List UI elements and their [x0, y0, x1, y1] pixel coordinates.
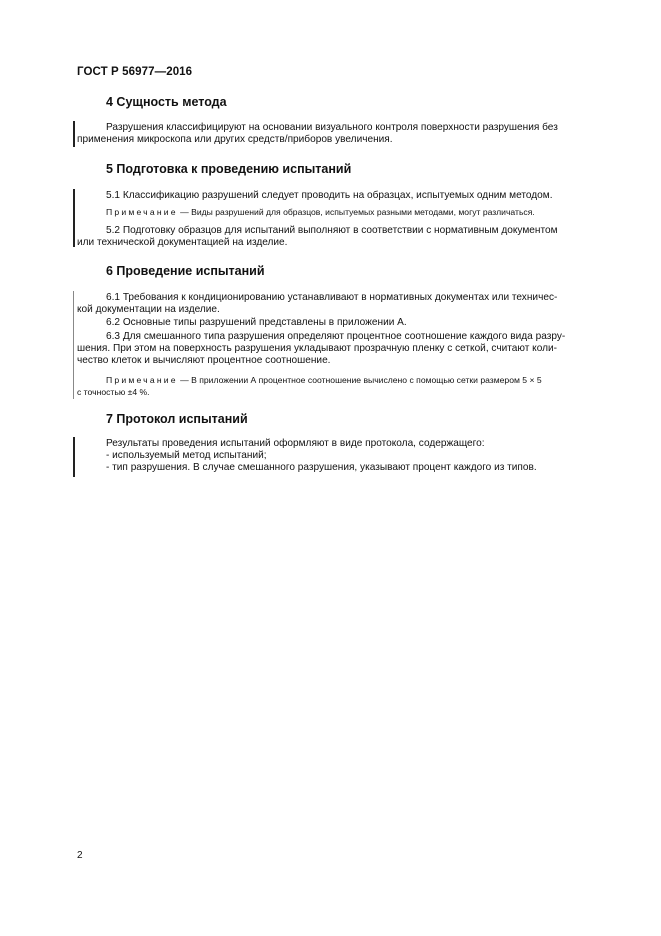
paragraph-5-2: [77, 225, 615, 249]
note-text: — Виды разрушений для образцов, испытуемых разными методами, могут различаться.: [177, 207, 535, 217]
change-bar: [73, 437, 75, 477]
text-line: 6.3 Для смешанного типа разрушения определяют процентное соотношение каждого вида разру-: [106, 331, 566, 342]
note-6: [77, 374, 615, 398]
section-7-paragraph: [77, 438, 615, 475]
paragraph-6-1: [77, 292, 615, 316]
page-number: 2: [77, 850, 83, 861]
text-line: 6.1 Требования к кондиционированию устанавливают в нормативных документах или техничес-: [106, 292, 558, 303]
text-line: Результаты проведения испытаний оформляют в виде протокола, содержащего:: [106, 438, 485, 449]
list-item: - используемый метод испытаний;: [106, 450, 267, 462]
text-line: Разрушения классифицируют на основании визуального контроля поверхности разрушения без: [106, 122, 558, 133]
list-item: - тип разрушения. В случае смешанного разрушения, указывают процент каждого из типов.: [106, 462, 537, 474]
note-5: [77, 206, 644, 218]
document-code: ГОСТ Р 56977—2016: [77, 66, 193, 78]
change-bar: [73, 189, 75, 247]
section-4-paragraph: [77, 122, 615, 146]
text-line: кой документации на изделие.: [77, 304, 220, 316]
note-line: с точностью ±4 %.: [77, 387, 150, 397]
note-label: Примечание: [106, 207, 178, 217]
note-line: [77, 374, 615, 386]
text-line: 5.2 Подготовку образцов для испытаний выполняют в соответствии с нормативным документом: [106, 225, 558, 236]
note-text: — В приложении А процентное соотношение вычислено с помощью сетки размером 5 × 5: [177, 375, 542, 385]
note-label: Примечание: [106, 375, 178, 385]
text-line: чество клеток и вычисляют процентное соотношение.: [77, 355, 331, 367]
change-bar: [73, 291, 74, 399]
section-6-heading: 6 Проведение испытаний: [106, 264, 265, 278]
text-line: 5.1 Классификацию разрушений следует проводить на образцах, испытуемых одним методом.: [106, 190, 553, 201]
text-line: или технической документацией на изделие.: [77, 237, 288, 249]
section-5-heading: 5 Подготовка к проведению испытаний: [106, 162, 352, 176]
change-bar: [73, 121, 75, 147]
paragraph-6-3: [77, 331, 615, 368]
text-line: 6.2 Основные типы разрушений представлены в приложении А.: [106, 317, 407, 328]
section-4-heading: 4 Сущность метода: [106, 95, 227, 109]
text-line: применения микроскопа или других средств/приборов увеличения.: [77, 134, 393, 146]
paragraph-6-2: [77, 317, 615, 329]
paragraph-5-1: [77, 190, 615, 202]
text-line: шения. При этом на поверхность разрушения укладывают прозрачную пленку с сеткой, считают коли-: [77, 343, 557, 355]
section-7-heading: 7 Протокол испытаний: [106, 412, 248, 426]
